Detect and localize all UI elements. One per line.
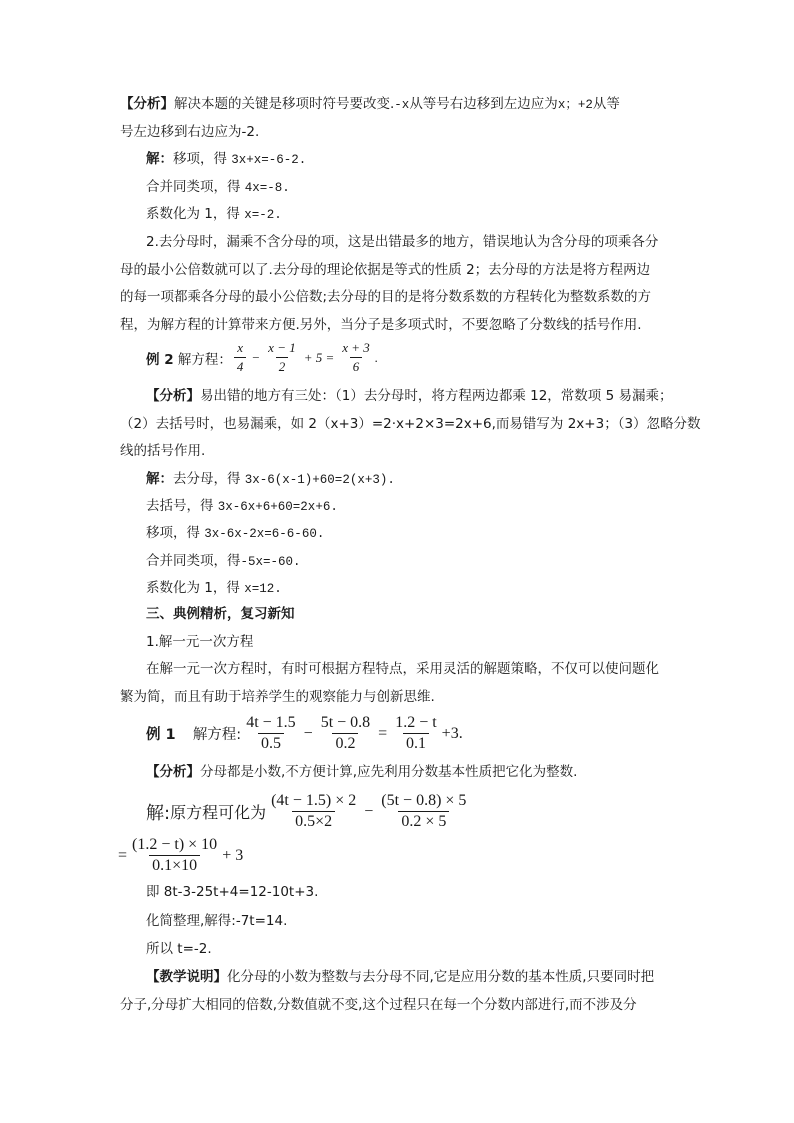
solution-3-line-3: 即 8t-3-25t+4=12-10t+3.	[146, 884, 319, 900]
fraction	[339, 340, 373, 375]
solution-label: 解：	[146, 151, 173, 167]
math-text: -x	[394, 98, 410, 112]
equation-end: + 3	[222, 846, 244, 864]
text: 去分母，得	[173, 471, 241, 487]
fraction	[318, 714, 373, 753]
numerator: (1.2 − t) × 10	[132, 836, 218, 853]
paragraph-2-line-4: 程，为解方程的计算带来方便.另外，当分子是多项式时，不要忽略了分数线的括号作用.	[120, 317, 642, 333]
equation: x=12.	[244, 582, 282, 596]
analysis-paragraph-3	[146, 763, 577, 781]
numerator: x − 1	[268, 340, 296, 355]
example-2-equation	[146, 340, 378, 375]
equation: 3x-6x+6+60=2x+6.	[217, 500, 338, 514]
denominator: 0.2 × 5	[398, 811, 449, 831]
fraction	[265, 340, 299, 375]
denominator: 0.1	[403, 733, 429, 753]
subsection-heading: 1.解一元一次方程	[146, 634, 254, 650]
solution-2-line-2	[146, 497, 338, 516]
fraction	[378, 792, 469, 831]
operator: −	[303, 724, 313, 742]
solution-2-line-3	[146, 524, 324, 543]
denominator: 0.1×10	[149, 855, 200, 875]
analysis-paragraph-2-line-1	[146, 387, 672, 405]
solution-2-line-4	[146, 552, 301, 571]
solution-3-line-4: 化简整理,解得:-7t=14.	[146, 913, 288, 929]
example-1-equation	[146, 714, 463, 753]
text: 合并同类项，得	[146, 179, 241, 195]
equation: -5x=-60.	[240, 555, 301, 569]
numerator: 1.2 − t	[395, 714, 437, 731]
numerator: 4t − 1.5	[246, 714, 296, 731]
text: 系数化为 1，得	[146, 206, 240, 222]
solution-label: 解:	[146, 802, 171, 824]
teaching-note-line-2: 分子,分母扩大相同的倍数,分数值就不变,这个过程只在每一个分数内部进行,而不涉及分	[120, 997, 637, 1013]
text: 系数化为 1，得	[146, 580, 240, 596]
text: 从等号右边移到左边应为	[409, 96, 558, 112]
numerator: (5t − 0.8) × 5	[381, 792, 467, 809]
solution-1-line-2	[146, 178, 290, 197]
text: 化分母的小数为整数与去分母不同,它是应用分数的基本性质,只要同时把	[227, 969, 655, 985]
example-label: 例 1	[146, 727, 176, 743]
numerator: x + 3	[342, 340, 370, 355]
analysis-tag: 【分析】	[146, 764, 200, 780]
operator: −	[251, 349, 261, 365]
solution-1-line-1	[146, 150, 306, 169]
denominator: 0.5×2	[292, 811, 335, 831]
analysis-paragraph-2-line-3: 线的括号作用.	[120, 443, 206, 459]
denominator: 4	[234, 357, 247, 375]
solution-3-line-5: 所以 t=-2.	[146, 941, 212, 957]
operator: + 5 =	[303, 349, 335, 365]
operator: =	[378, 724, 388, 742]
paragraph-2-line-2: 母的最小公倍数就可以了.去分母的理论依据是等式的性质 2；去分母的方法是将方程两边	[120, 262, 651, 278]
numerator: 5t − 0.8	[320, 714, 371, 731]
text: 解决本题的关键是移项时符号要改变.	[174, 96, 395, 112]
solution-1-line-3	[146, 205, 282, 224]
fraction	[268, 792, 359, 831]
text: 原方程可化为	[170, 803, 267, 822]
text: 解方程:	[192, 727, 242, 743]
math-text: x；+2	[557, 98, 593, 112]
text: 分母都是小数,不方便计算,应先利用分数基本性质把它化为整数.	[200, 764, 578, 780]
section-heading: 三、典例精析，复习新知	[146, 606, 295, 622]
paragraph-2-line-3: 的每一项都乘各分母的最小公倍数;去分母的目的是将分数系数的方程转化为整数系数的方	[120, 289, 652, 305]
solution-label: 解：	[146, 471, 173, 487]
denominator: 0.5	[258, 733, 284, 753]
section-paragraph-line-1: 在解一元一次方程时，有时可根据方程特点，采用灵活的解题策略，不仅可以使问题化	[146, 661, 659, 677]
equation: 3x-6x-2x=6-6-60.	[204, 527, 325, 541]
solution-2-line-1	[146, 470, 395, 489]
equation: 4x=-8.	[244, 181, 290, 195]
text: 去括号，得	[146, 498, 214, 514]
denominator: 6	[350, 357, 363, 375]
text: 合并同类项，得	[146, 553, 241, 569]
equation: 3x-6(x-1)+60=2(x+3).	[244, 473, 395, 487]
fraction	[129, 836, 220, 875]
analysis-tag: 【分析】	[146, 388, 200, 404]
fraction	[243, 714, 298, 753]
text: 解方程：	[177, 351, 232, 368]
fraction	[392, 714, 439, 753]
example-label: 例 2	[146, 351, 174, 368]
equation-end: +3.	[441, 724, 463, 742]
numerator: x	[237, 340, 244, 355]
operator: −	[364, 802, 374, 820]
fraction	[234, 340, 247, 375]
period: .	[374, 349, 379, 365]
equation: 3x+x=-6-2.	[231, 153, 307, 167]
equation: x=-2.	[244, 208, 282, 222]
analysis-paragraph-2-line-2: （2）去括号时，也易漏乘，如 2（x+3）=2·x+2×3=2x+6,而易错写为 2x+3；（3）忽略分数	[120, 416, 701, 432]
text: 从等	[592, 96, 620, 112]
solution-3-line-1	[146, 792, 471, 831]
text: 移项，得	[146, 525, 200, 541]
analysis-paragraph-1-line-2: 号左边移到右边应为-2.	[120, 124, 260, 140]
analysis-tag: 【分析】	[120, 96, 174, 112]
teaching-note-tag: 【教学说明】	[146, 969, 227, 985]
section-paragraph-line-2: 繁为简，而且有助于培养学生的观察能力与创新思维.	[120, 689, 435, 705]
operator: =	[118, 846, 128, 864]
solution-2-line-5	[146, 579, 282, 598]
paragraph-2-line-1: 2.去分母时，漏乘不含分母的项，这是出错最多的地方，错误地认为含分母的项乘各分	[146, 234, 659, 250]
text: 移项，得	[173, 151, 227, 167]
denominator: 2	[276, 357, 289, 375]
text: 易出错的地方有三处：（1）去分母时，将方程两边都乘 12，常数项 5 易漏乘；	[200, 388, 673, 404]
solution-3-line-2	[118, 836, 243, 875]
analysis-paragraph-1-line-1	[120, 95, 620, 114]
numerator: (4t − 1.5) × 2	[271, 792, 357, 809]
teaching-note-line-1	[146, 968, 654, 986]
denominator: 0.2	[332, 733, 358, 753]
